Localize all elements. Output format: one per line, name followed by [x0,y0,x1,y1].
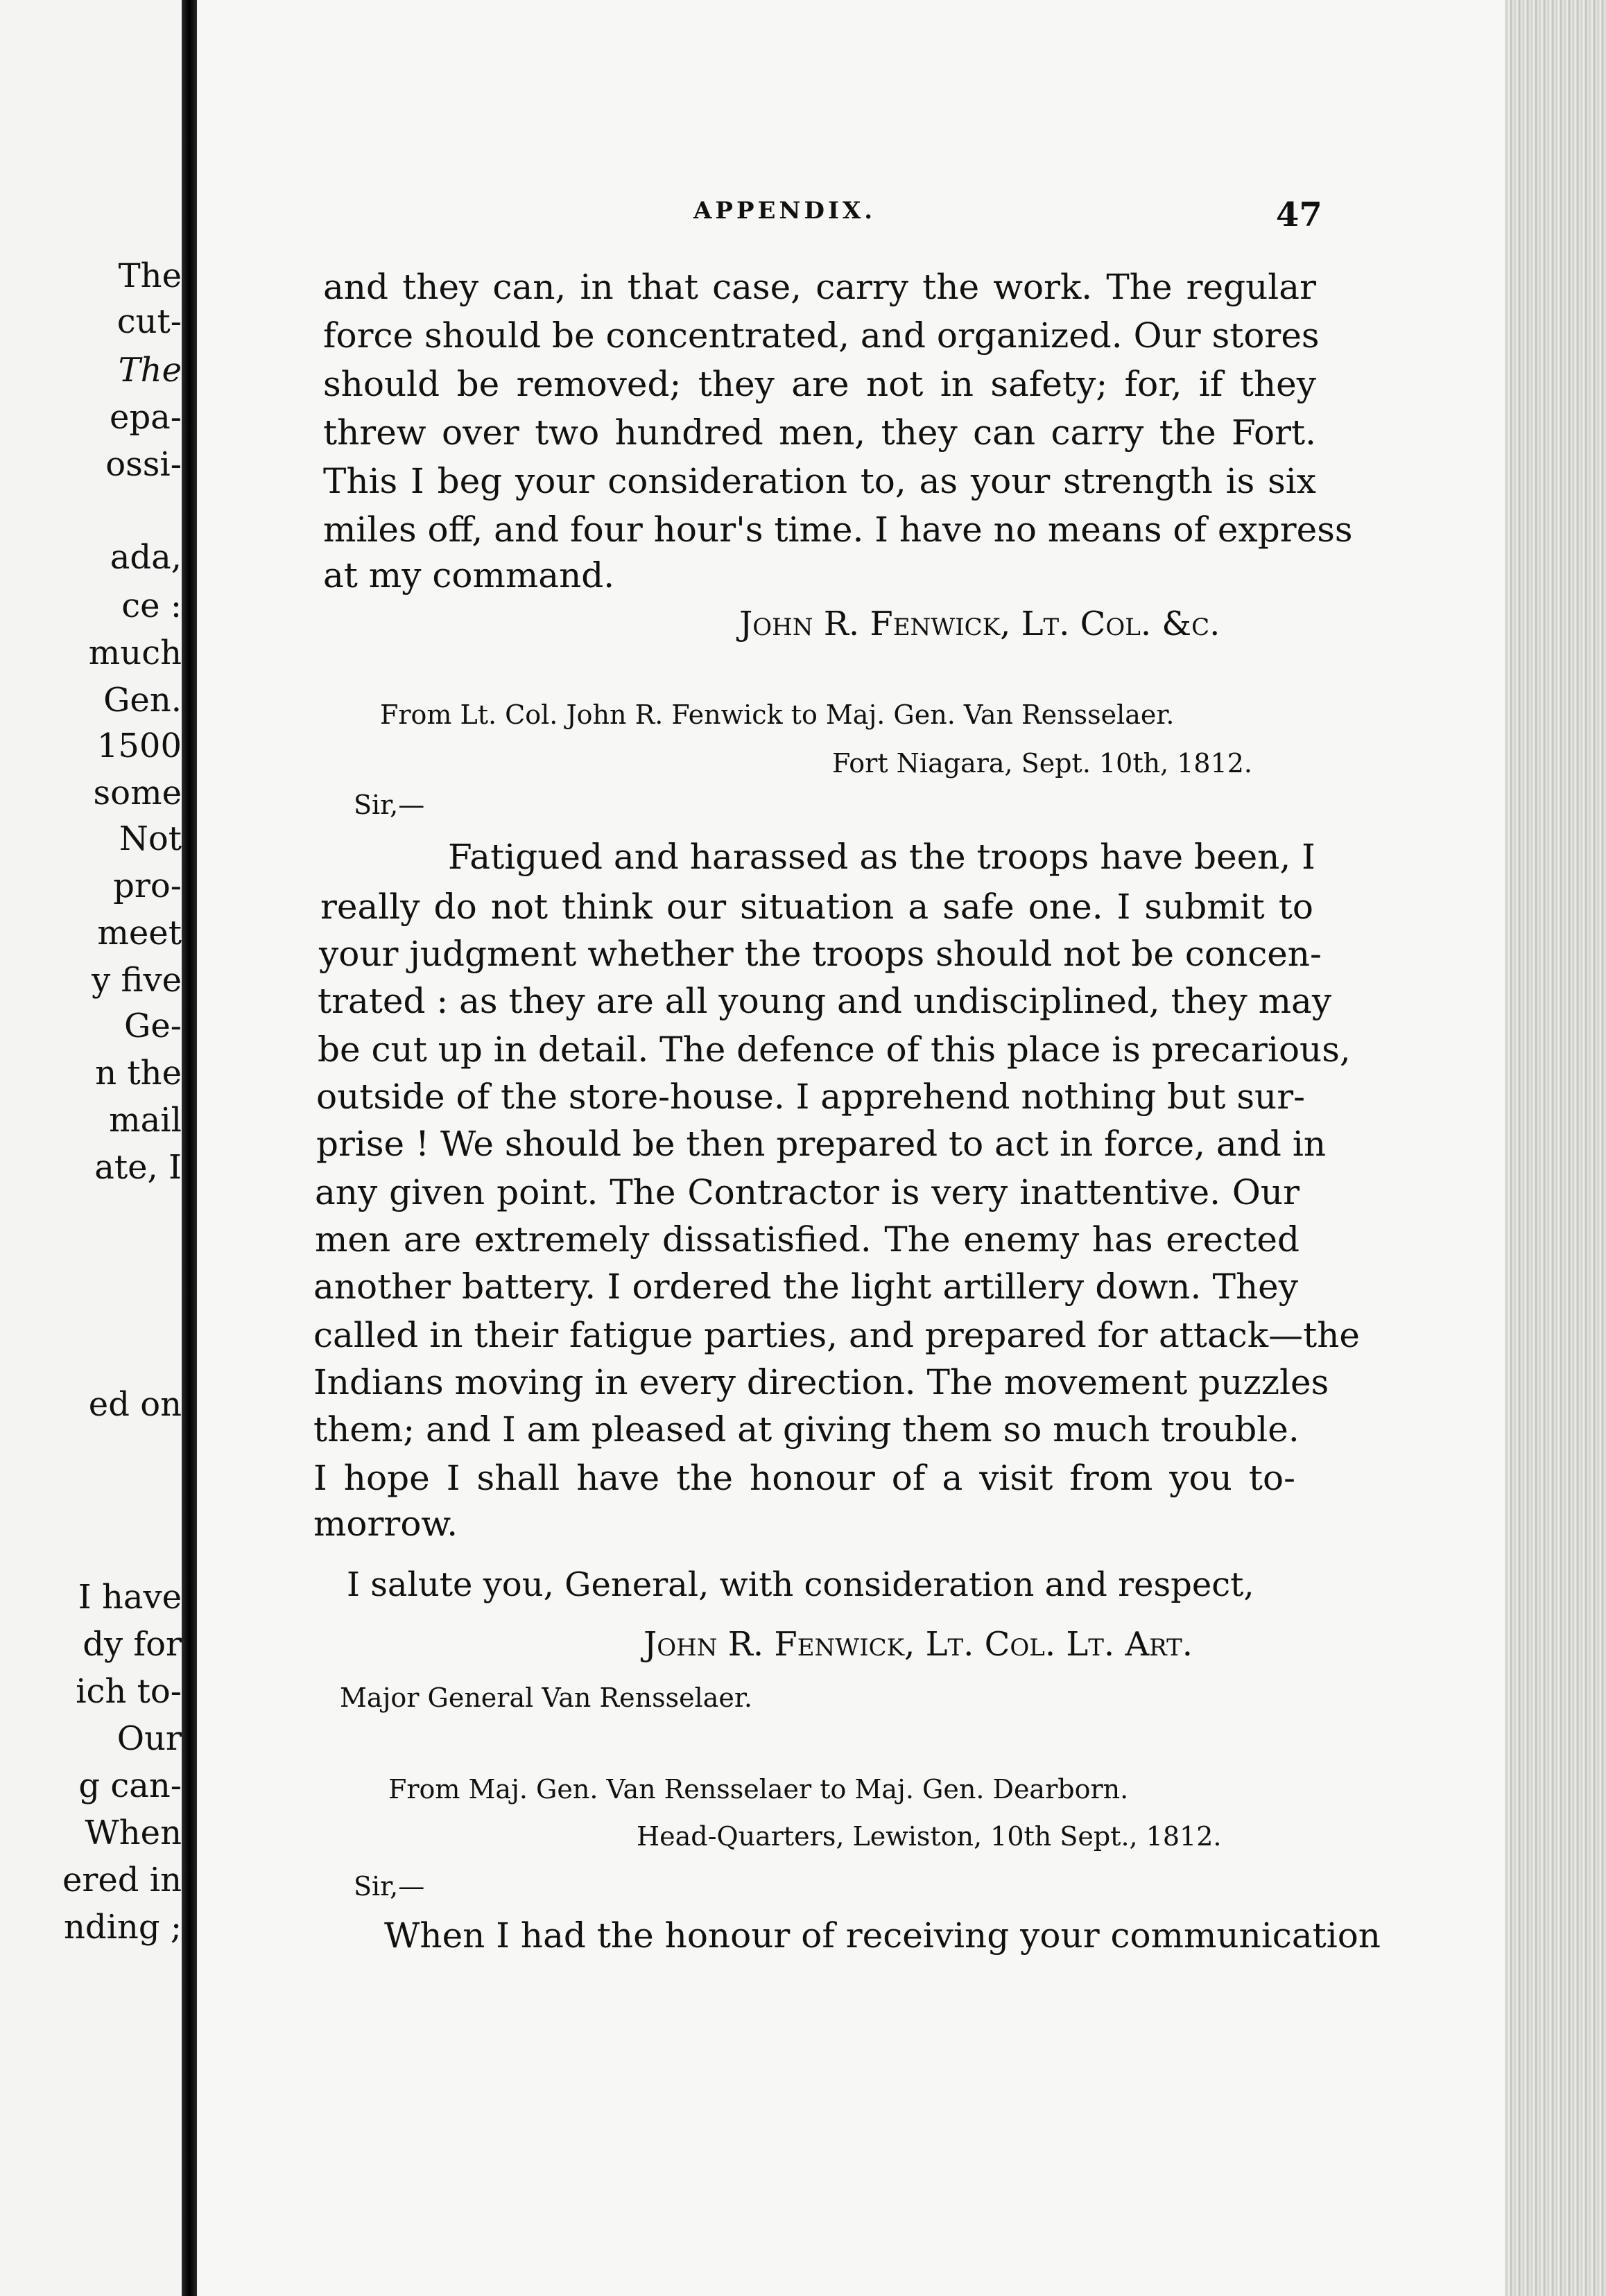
facing-page-line: y five [92,961,182,1000]
signature: John R. Fenwick, Lt. Col. &c. [739,605,1220,643]
body-line: When I had the honour of receiving your communication [384,1915,1381,1956]
facing-page-line: Ge- [124,1007,182,1045]
place-date: Head-Quarters, Lewiston, 10th Sept., 1812. [637,1821,1222,1852]
body-line: morrow. [313,1504,458,1544]
facing-page-line: ce : [121,586,182,625]
running-head: APPENDIX. [693,197,877,225]
facing-page-line: ed on [88,1385,182,1424]
body-line: should be removed; they are not in safety; for, if they [323,364,1316,404]
facing-page-line: When [85,1814,182,1852]
page-number: 47 [1276,195,1322,234]
facing-page-line: cut- [116,302,182,341]
facing-page-line: dy for [83,1625,182,1664]
facing-page-line: The [118,351,182,390]
facing-page-line: 1500 [96,727,182,765]
facing-page-line: nding ; [63,1908,182,1947]
salutation: Sir,— [354,790,425,820]
facing-page-line: ered in [62,1861,182,1899]
body-line: I hope I shall have the honour of a visit from you to- [313,1458,1295,1498]
facing-page-line: some [93,774,182,812]
facing-page-line: ich to- [76,1672,182,1711]
body-line: called in their fatigue parties, and prepared for attack—the [313,1315,1360,1355]
body-line: them; and I am pleased at giving them so much trouble. [313,1409,1300,1450]
place-date: Fort Niagara, Sept. 10th, 1812. [832,748,1253,779]
body-line: threw over two hundred men, they can carry the Fort. [323,412,1316,453]
body-line: any given point. The Contractor is very inattentive. Our [315,1172,1300,1212]
letter-heading: From Lt. Col. John R. Fenwick to Maj. Gen. Van Rensselaer. [380,699,1175,730]
body-line: Fatigued and harassed as the troops have been, I [448,837,1315,877]
body-line: This I beg your consideration to, as your strength is six [323,461,1316,501]
facing-page-line: g can- [78,1766,182,1805]
facing-page-line: n the [95,1054,182,1093]
closing: I salute you, General, with consideration and respect, [347,1565,1254,1604]
body-line: men are extremely dissatisfied. The enemy has erected [315,1219,1300,1260]
body-line: be cut up in detail. The defence of this place is precarious, [318,1029,1351,1070]
facing-page-line: ada, [110,538,182,577]
facing-page-line: mail [109,1101,182,1140]
facing-page-line: much [88,634,182,672]
body-line: your judgment whether the troops should not be concen- [319,934,1322,974]
body-line: trated : as they are all young and undisciplined, they may [318,981,1332,1021]
body-line: at my command. [323,555,615,595]
facing-page-line: epa- [110,398,182,437]
body-line: another battery. I ordered the light artillery down. They [313,1267,1298,1307]
facing-page-line: meet [97,914,182,953]
facing-page-line: Gen. [103,681,182,720]
facing-page-line: The [118,256,182,295]
facing-page-line: Our [116,1719,182,1758]
facing-page-line: Not [119,819,182,858]
facing-page-line: pro- [113,867,182,905]
salutation: Sir,— [354,1871,425,1902]
body-line: really do not think our situation a safe one. I submit to [320,887,1313,927]
body-line: force should be concentrated, and organized. Our stores [323,315,1320,356]
facing-page-line: I have [78,1578,182,1617]
body-line: prise ! We should be then prepared to act in force, and in [316,1124,1327,1164]
body-line: and they can, in that case, carry the work. The regular [323,267,1316,307]
body-line: miles off, and four hour's time. I have no means of express [323,510,1353,550]
letter-heading: From Maj. Gen. Van Rensselaer to Maj. Gen. Dearborn. [388,1774,1129,1804]
body-line: outside of the store-house. I apprehend nothing but sur- [316,1077,1306,1117]
signature: John R. Fenwick, Lt. Col. Lt. Art. [644,1625,1193,1664]
addressee: Major General Van Rensselaer. [340,1682,752,1713]
facing-page-line: ossi- [105,445,182,484]
body-line: Indians moving in every direction. The movement puzzles [313,1362,1329,1402]
facing-page-line: ate, I [94,1148,182,1187]
